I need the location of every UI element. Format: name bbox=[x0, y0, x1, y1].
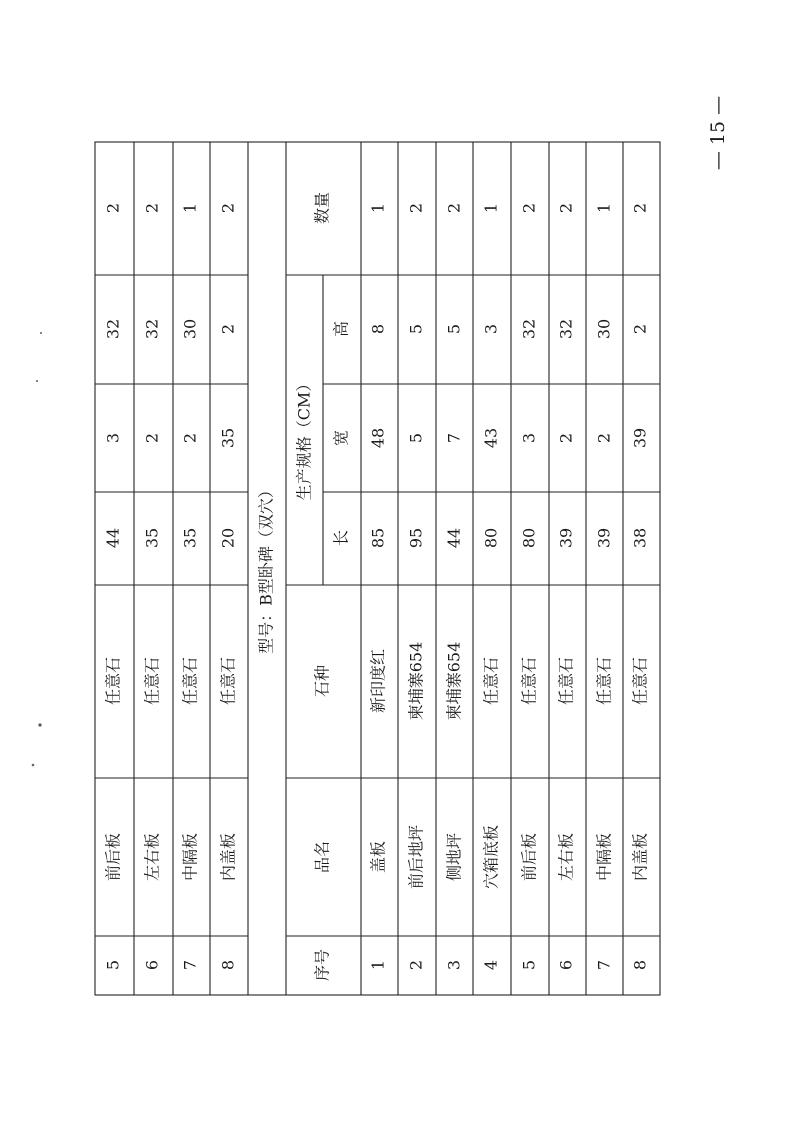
lower-cell-qty: 2 bbox=[406, 202, 426, 214]
lower-cell-qty: 1 bbox=[368, 202, 388, 214]
upper-cell-length: 20 bbox=[218, 527, 238, 549]
lower-cell-width: 5 bbox=[406, 432, 426, 444]
upper-cell-qty: 2 bbox=[103, 202, 123, 214]
lower-cell-name: 左右板 bbox=[556, 832, 576, 882]
lower-cell-height: 30 bbox=[594, 318, 614, 340]
lower-cell-height: 8 bbox=[368, 323, 388, 335]
upper-cell-stone: 任意石 bbox=[180, 656, 200, 706]
upper-cell-height: 2 bbox=[218, 323, 238, 335]
lower-cell-length: 44 bbox=[444, 527, 464, 549]
lower-cell-length: 39 bbox=[556, 527, 576, 549]
lower-cell-name: 前后地坪 bbox=[406, 824, 426, 890]
upper-cell-name: 前后板 bbox=[103, 832, 123, 882]
lower-cell-length: 95 bbox=[406, 527, 426, 549]
lower-cell-height: 32 bbox=[556, 318, 576, 340]
header-width: 宽 bbox=[331, 429, 351, 447]
scan-specks bbox=[32, 332, 42, 766]
upper-cell-stone: 任意石 bbox=[142, 656, 162, 706]
lower-cell-width: 39 bbox=[630, 427, 650, 449]
lower-cell-width: 43 bbox=[481, 427, 501, 449]
upper-cell-name: 左右板 bbox=[142, 832, 162, 882]
lower-cell-stone: 任意石 bbox=[556, 656, 576, 706]
upper-cell-length: 44 bbox=[103, 527, 123, 549]
lower-cell-length: 80 bbox=[481, 527, 501, 549]
lower-cell-height: 32 bbox=[519, 318, 539, 340]
lower-cell-stone: 柬埔寨654 bbox=[406, 641, 426, 721]
lower-cell-qty: 2 bbox=[630, 202, 650, 214]
upper-cell-stone: 任意石 bbox=[103, 656, 123, 706]
lower-cell-stone: 新印度红 bbox=[368, 648, 388, 714]
lower-cell-no: 5 bbox=[519, 959, 539, 971]
upper-cell-name: 内盖板 bbox=[218, 832, 238, 882]
lower-cell-qty: 2 bbox=[519, 202, 539, 214]
lower-cell-no: 4 bbox=[481, 959, 501, 971]
upper-cell-width: 3 bbox=[103, 432, 123, 444]
lower-cell-stone: 任意石 bbox=[594, 656, 614, 706]
page-number: — 15 — bbox=[707, 95, 729, 171]
lower-cell-width: 7 bbox=[444, 432, 464, 444]
lower-cell-name: 中隔板 bbox=[594, 832, 614, 882]
upper-cell-height: 32 bbox=[142, 318, 162, 340]
lower-cell-width: 2 bbox=[594, 432, 614, 444]
upper-cell-qty: 2 bbox=[142, 202, 162, 214]
lower-cell-no: 7 bbox=[594, 959, 614, 971]
lower-cell-stone: 任意石 bbox=[519, 656, 539, 706]
lower-cell-height: 5 bbox=[444, 323, 464, 335]
upper-cell-width: 35 bbox=[218, 427, 238, 449]
upper-cell-width: 2 bbox=[142, 432, 162, 444]
table-cells bbox=[104, 192, 650, 981]
upper-cell-height: 32 bbox=[103, 318, 123, 340]
upper-cell-stone: 任意石 bbox=[218, 656, 238, 706]
upper-cell-length: 35 bbox=[180, 527, 200, 549]
upper-cell-width: 2 bbox=[180, 432, 200, 444]
lower-cell-height: 2 bbox=[630, 323, 650, 335]
upper-cell-height: 30 bbox=[180, 318, 200, 340]
lower-cell-length: 80 bbox=[519, 527, 539, 549]
lower-cell-width: 48 bbox=[368, 427, 388, 449]
header-no: 序号 bbox=[312, 948, 332, 982]
lower-cell-height: 5 bbox=[406, 323, 426, 335]
lower-cell-name: 内盖板 bbox=[630, 832, 650, 882]
lower-cell-stone: 柬埔寨654 bbox=[444, 641, 464, 721]
table-title: 型号：B型卧碑（双穴） bbox=[256, 482, 276, 654]
lower-cell-qty: 2 bbox=[444, 202, 464, 214]
upper-cell-qty: 1 bbox=[180, 202, 200, 214]
header-spec: 生产规格（CM） bbox=[294, 375, 314, 501]
lower-cell-stone: 任意石 bbox=[481, 656, 501, 706]
lower-cell-no: 6 bbox=[556, 959, 576, 971]
upper-cell-no: 6 bbox=[142, 959, 162, 971]
lower-cell-qty: 2 bbox=[556, 202, 576, 214]
lower-cell-name: 穴箱底板 bbox=[481, 824, 501, 890]
lower-cell-width: 3 bbox=[519, 432, 539, 444]
lower-cell-name: 盖板 bbox=[368, 840, 388, 874]
lower-cell-name: 前后板 bbox=[519, 832, 539, 882]
lower-cell-no: 1 bbox=[368, 959, 388, 971]
upper-cell-no: 7 bbox=[180, 959, 200, 971]
upper-cell-name: 中隔板 bbox=[180, 832, 200, 882]
upper-cell-qty: 2 bbox=[218, 202, 238, 214]
lower-cell-height: 3 bbox=[481, 323, 501, 335]
lower-cell-qty: 1 bbox=[594, 202, 614, 214]
lower-cell-length: 38 bbox=[630, 527, 650, 549]
lower-cell-stone: 任意石 bbox=[630, 656, 650, 706]
lower-cell-no: 8 bbox=[630, 959, 650, 971]
lower-cell-qty: 1 bbox=[481, 202, 501, 214]
lower-cell-length: 85 bbox=[368, 527, 388, 549]
lower-cell-no: 2 bbox=[406, 959, 426, 971]
header-qty: 数量 bbox=[312, 191, 332, 225]
upper-cell-length: 35 bbox=[142, 527, 162, 549]
header-height: 高 bbox=[331, 320, 351, 338]
header-length: 长 bbox=[331, 529, 351, 547]
header-stone: 石种 bbox=[312, 664, 332, 698]
upper-cell-no: 8 bbox=[218, 959, 238, 971]
lower-cell-name: 侧地坪 bbox=[444, 832, 464, 882]
upper-cell-no: 5 bbox=[103, 959, 123, 971]
lower-cell-no: 3 bbox=[444, 959, 464, 971]
lower-cell-length: 39 bbox=[594, 527, 614, 549]
header-name: 品名 bbox=[312, 840, 332, 874]
lower-cell-width: 2 bbox=[556, 432, 576, 444]
